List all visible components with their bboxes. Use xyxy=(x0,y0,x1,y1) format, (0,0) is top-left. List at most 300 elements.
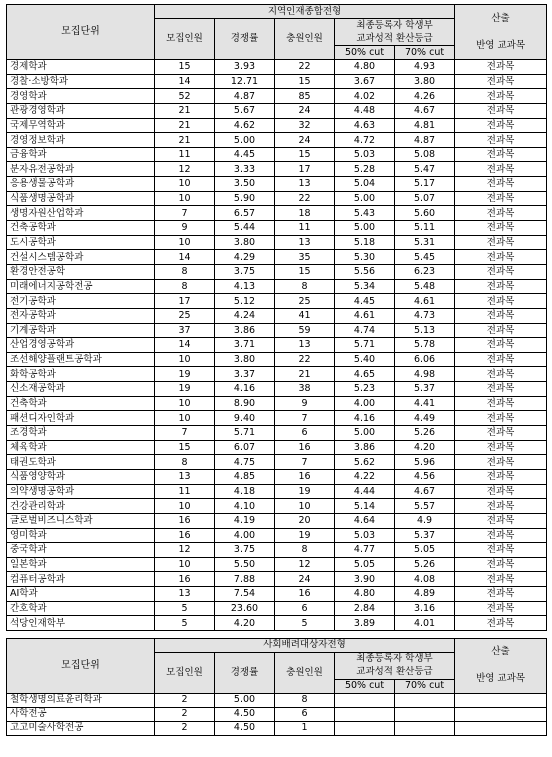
cell-subj xyxy=(455,707,547,721)
table-row xyxy=(7,74,547,89)
cell-unit: 체육학과 xyxy=(7,440,155,455)
header-cut70: 70% cut xyxy=(395,679,455,693)
cell-unit: 산업경영공학과 xyxy=(7,338,155,353)
cell-unit: 미래에너지공학전공 xyxy=(7,279,155,294)
cell-c50: 5.03 xyxy=(335,147,395,162)
cell-subj: 전과목 xyxy=(455,426,547,441)
cell-c50: 3.89 xyxy=(335,616,395,631)
cell-c70: 5.31 xyxy=(395,235,455,250)
cell-c50: 4.22 xyxy=(335,469,395,484)
table-row xyxy=(7,221,547,236)
cell-ratio: 3.80 xyxy=(215,352,275,367)
cell-unit: 사학전공 xyxy=(7,707,155,721)
cell-c70: 5.57 xyxy=(395,499,455,514)
cell-count: 19 xyxy=(155,382,215,397)
cell-unit: 컴퓨터공학과 xyxy=(7,572,155,587)
cell-c70: 4.26 xyxy=(395,89,455,104)
cell-c70: 6.06 xyxy=(395,352,455,367)
cell-wait: 7 xyxy=(275,411,335,426)
cell-ratio: 3.75 xyxy=(215,264,275,279)
cell-subj: 전과목 xyxy=(455,557,547,572)
cell-subj: 전과목 xyxy=(455,484,547,499)
table-regional-talent xyxy=(6,4,547,631)
cell-ratio: 5.67 xyxy=(215,103,275,118)
header-ratio: 경쟁률 xyxy=(215,19,275,60)
cell-ratio: 4.20 xyxy=(215,616,275,631)
cell-c70 xyxy=(395,721,455,735)
table-row xyxy=(7,513,547,528)
cell-c70: 4.01 xyxy=(395,616,455,631)
table-body-social xyxy=(7,693,547,735)
cell-wait: 22 xyxy=(275,191,335,206)
cell-unit: 생명자원산업학과 xyxy=(7,206,155,221)
cell-count: 10 xyxy=(155,557,215,572)
cell-c70: 4.61 xyxy=(395,294,455,309)
cell-c50: 4.45 xyxy=(335,294,395,309)
header-ratio: 경쟁률 xyxy=(215,652,275,693)
cell-unit: 응용생물공학과 xyxy=(7,177,155,192)
cell-c70: 5.60 xyxy=(395,206,455,221)
cell-c50: 5.05 xyxy=(335,557,395,572)
cell-ratio: 5.71 xyxy=(215,426,275,441)
cell-unit: 경영정보학과 xyxy=(7,133,155,148)
cell-ratio: 4.24 xyxy=(215,308,275,323)
cell-c50: 4.80 xyxy=(335,587,395,602)
cell-count: 8 xyxy=(155,264,215,279)
cell-wait: 10 xyxy=(275,499,335,514)
cell-c50: 5.04 xyxy=(335,177,395,192)
cell-c50: 4.77 xyxy=(335,543,395,558)
cell-ratio: 4.00 xyxy=(215,528,275,543)
cell-count: 5 xyxy=(155,601,215,616)
cell-ratio: 4.19 xyxy=(215,513,275,528)
cell-c70 xyxy=(395,693,455,707)
cell-subj: 전과목 xyxy=(455,411,547,426)
cell-unit: 일본학과 xyxy=(7,557,155,572)
table-row xyxy=(7,469,547,484)
cell-ratio: 3.37 xyxy=(215,367,275,382)
cell-unit: 관광경영학과 xyxy=(7,103,155,118)
cell-wait: 59 xyxy=(275,323,335,338)
cell-wait: 13 xyxy=(275,235,335,250)
table-row xyxy=(7,250,547,265)
cell-count: 16 xyxy=(155,513,215,528)
table-row xyxy=(7,103,547,118)
header-calc-top: 산출 xyxy=(455,5,547,33)
cell-subj: 전과목 xyxy=(455,572,547,587)
cell-wait: 22 xyxy=(275,60,335,75)
cell-c70: 4.98 xyxy=(395,367,455,382)
table-row xyxy=(7,572,547,587)
cell-subj: 전과목 xyxy=(455,235,547,250)
cell-wait: 13 xyxy=(275,177,335,192)
cell-wait: 12 xyxy=(275,557,335,572)
cell-count: 10 xyxy=(155,411,215,426)
header-calc-sub: 반영 교과목 xyxy=(455,666,547,694)
cell-count: 5 xyxy=(155,616,215,631)
table-row xyxy=(7,177,547,192)
table-row xyxy=(7,89,547,104)
cell-subj: 전과목 xyxy=(455,587,547,602)
cell-wait: 8 xyxy=(275,543,335,558)
cell-count: 13 xyxy=(155,587,215,602)
cell-count: 10 xyxy=(155,235,215,250)
cell-subj: 전과목 xyxy=(455,455,547,470)
cell-unit: 경제학과 xyxy=(7,60,155,75)
cell-subj xyxy=(455,693,547,707)
cell-ratio: 12.71 xyxy=(215,74,275,89)
cell-c70: 5.37 xyxy=(395,382,455,397)
cell-c70: 4.56 xyxy=(395,469,455,484)
cell-c70: 4.20 xyxy=(395,440,455,455)
cell-wait: 18 xyxy=(275,206,335,221)
cell-subj: 전과목 xyxy=(455,513,547,528)
cell-c50: 4.48 xyxy=(335,103,395,118)
cell-subj: 전과목 xyxy=(455,177,547,192)
cell-c50: 5.23 xyxy=(335,382,395,397)
cell-count: 21 xyxy=(155,103,215,118)
cell-count: 25 xyxy=(155,308,215,323)
cell-wait: 24 xyxy=(275,133,335,148)
cell-wait: 13 xyxy=(275,338,335,353)
header-count: 모집인원 xyxy=(155,19,215,60)
table-row xyxy=(7,382,547,397)
cell-c70: 5.48 xyxy=(395,279,455,294)
cell-wait: 38 xyxy=(275,382,335,397)
cell-c50: 5.14 xyxy=(335,499,395,514)
cell-ratio: 5.50 xyxy=(215,557,275,572)
cell-c50: 4.16 xyxy=(335,411,395,426)
cell-unit: 조경학과 xyxy=(7,426,155,441)
cell-count: 19 xyxy=(155,367,215,382)
header-unit: 모집단위 xyxy=(7,638,155,693)
cell-unit: 환경안전공학 xyxy=(7,264,155,279)
cell-subj: 전과목 xyxy=(455,367,547,382)
table-row xyxy=(7,294,547,309)
header-waitlist: 충원인원 xyxy=(275,652,335,693)
cell-count: 17 xyxy=(155,294,215,309)
cell-count: 10 xyxy=(155,352,215,367)
table-row xyxy=(7,484,547,499)
cell-c50: 4.02 xyxy=(335,89,395,104)
cell-unit: 신소재공학과 xyxy=(7,382,155,397)
cell-wait: 9 xyxy=(275,396,335,411)
cell-ratio: 5.90 xyxy=(215,191,275,206)
table-body-regional xyxy=(7,60,547,631)
cell-c50: 5.30 xyxy=(335,250,395,265)
cell-unit: 전기공학과 xyxy=(7,294,155,309)
cell-c50: 5.62 xyxy=(335,455,395,470)
cell-unit: 태권도학과 xyxy=(7,455,155,470)
table-row xyxy=(7,721,547,735)
cell-c50: 5.18 xyxy=(335,235,395,250)
cell-count: 16 xyxy=(155,528,215,543)
cell-c70: 5.78 xyxy=(395,338,455,353)
cell-ratio: 4.50 xyxy=(215,721,275,735)
header-final-sub: 교과성적 환산등급 xyxy=(335,32,455,46)
header-calc-sub: 반영 교과목 xyxy=(455,32,547,60)
cell-wait: 24 xyxy=(275,572,335,587)
table-row xyxy=(7,323,547,338)
cell-ratio: 4.87 xyxy=(215,89,275,104)
cell-unit: 분자유전공학과 xyxy=(7,162,155,177)
cell-c70: 5.08 xyxy=(395,147,455,162)
cell-unit: 철학생명의료윤리학과 xyxy=(7,693,155,707)
cell-count: 52 xyxy=(155,89,215,104)
cell-count: 21 xyxy=(155,133,215,148)
cell-unit: 건축학과 xyxy=(7,396,155,411)
cell-c70: 4.89 xyxy=(395,587,455,602)
cell-c50: 3.67 xyxy=(335,74,395,89)
cell-wait: 7 xyxy=(275,455,335,470)
cell-ratio: 6.57 xyxy=(215,206,275,221)
cell-count: 15 xyxy=(155,60,215,75)
cell-c50: 5.28 xyxy=(335,162,395,177)
cell-count: 8 xyxy=(155,455,215,470)
cell-c70: 5.05 xyxy=(395,543,455,558)
cell-c50 xyxy=(335,707,395,721)
cell-count: 10 xyxy=(155,177,215,192)
cell-ratio: 4.13 xyxy=(215,279,275,294)
cell-ratio: 4.75 xyxy=(215,455,275,470)
cell-c50: 3.90 xyxy=(335,572,395,587)
header-cut70: 70% cut xyxy=(395,46,455,60)
cell-ratio: 8.90 xyxy=(215,396,275,411)
table-row xyxy=(7,411,547,426)
cell-ratio: 4.16 xyxy=(215,382,275,397)
cell-c70: 4.87 xyxy=(395,133,455,148)
cell-count: 12 xyxy=(155,543,215,558)
table-row xyxy=(7,440,547,455)
cell-ratio: 5.44 xyxy=(215,221,275,236)
cell-subj: 전과목 xyxy=(455,74,547,89)
table-row xyxy=(7,352,547,367)
cell-ratio: 3.80 xyxy=(215,235,275,250)
cell-unit: 간호학과 xyxy=(7,601,155,616)
cell-unit: 조선해양플랜트공학과 xyxy=(7,352,155,367)
table-row xyxy=(7,308,547,323)
cell-c70: 4.93 xyxy=(395,60,455,75)
cell-count: 2 xyxy=(155,721,215,735)
cell-c50: 3.86 xyxy=(335,440,395,455)
cell-subj: 전과목 xyxy=(455,162,547,177)
cell-subj: 전과목 xyxy=(455,279,547,294)
table-row xyxy=(7,426,547,441)
cell-c70: 3.80 xyxy=(395,74,455,89)
cell-c50: 5.00 xyxy=(335,221,395,236)
header-final-top: 최종등록자 학생부 xyxy=(335,19,455,33)
cell-wait: 6 xyxy=(275,707,335,721)
header-count: 모집인원 xyxy=(155,652,215,693)
cell-count: 16 xyxy=(155,572,215,587)
cell-subj: 전과목 xyxy=(455,396,547,411)
cell-ratio: 4.18 xyxy=(215,484,275,499)
cell-c70: 4.67 xyxy=(395,484,455,499)
cell-subj: 전과목 xyxy=(455,469,547,484)
cell-unit: 도시공학과 xyxy=(7,235,155,250)
cell-ratio: 5.00 xyxy=(215,693,275,707)
table-row xyxy=(7,162,547,177)
cell-unit: 영미학과 xyxy=(7,528,155,543)
header-waitlist: 충원인원 xyxy=(275,19,335,60)
cell-subj xyxy=(455,721,547,735)
table-row xyxy=(7,499,547,514)
cell-unit: 건축공학과 xyxy=(7,221,155,236)
cell-c50: 4.65 xyxy=(335,367,395,382)
cell-subj: 전과목 xyxy=(455,147,547,162)
cell-wait: 11 xyxy=(275,221,335,236)
cell-ratio: 9.40 xyxy=(215,411,275,426)
cell-c70: 5.13 xyxy=(395,323,455,338)
cell-c70: 4.08 xyxy=(395,572,455,587)
cell-c70: 6.23 xyxy=(395,264,455,279)
header-cut50: 50% cut xyxy=(335,679,395,693)
header-cut50: 50% cut xyxy=(335,46,395,60)
header-final-top: 최종등록자 학생부 xyxy=(335,652,455,666)
cell-ratio: 4.45 xyxy=(215,147,275,162)
cell-ratio: 6.07 xyxy=(215,440,275,455)
cell-count: 37 xyxy=(155,323,215,338)
cell-c50: 5.00 xyxy=(335,426,395,441)
cell-c50: 4.72 xyxy=(335,133,395,148)
cell-unit: 패션디자인학과 xyxy=(7,411,155,426)
cell-subj: 전과목 xyxy=(455,250,547,265)
table-row xyxy=(7,587,547,602)
cell-c70: 5.96 xyxy=(395,455,455,470)
table-row xyxy=(7,60,547,75)
cell-c70: 5.11 xyxy=(395,221,455,236)
cell-wait: 16 xyxy=(275,469,335,484)
cell-ratio: 4.50 xyxy=(215,707,275,721)
cell-c50: 4.64 xyxy=(335,513,395,528)
cell-wait: 22 xyxy=(275,352,335,367)
cell-c70: 4.49 xyxy=(395,411,455,426)
table-row xyxy=(7,693,547,707)
header-group-title: 사회배려대상자전형 xyxy=(155,638,455,652)
cell-c50: 5.43 xyxy=(335,206,395,221)
cell-unit: AI학과 xyxy=(7,587,155,602)
header-group-title: 지역인재종합전형 xyxy=(155,5,455,19)
cell-ratio: 4.62 xyxy=(215,118,275,133)
cell-count: 11 xyxy=(155,484,215,499)
cell-ratio: 7.54 xyxy=(215,587,275,602)
cell-wait: 32 xyxy=(275,118,335,133)
cell-unit: 식품영양학과 xyxy=(7,469,155,484)
cell-wait: 25 xyxy=(275,294,335,309)
cell-ratio: 3.71 xyxy=(215,338,275,353)
cell-subj: 전과목 xyxy=(455,133,547,148)
cell-c70: 4.41 xyxy=(395,396,455,411)
cell-count: 7 xyxy=(155,206,215,221)
cell-wait: 35 xyxy=(275,250,335,265)
cell-wait: 6 xyxy=(275,601,335,616)
cell-subj: 전과목 xyxy=(455,308,547,323)
table-row xyxy=(7,455,547,470)
header-calc-top: 산출 xyxy=(455,638,547,666)
cell-unit: 금융학과 xyxy=(7,147,155,162)
table-row xyxy=(7,338,547,353)
cell-c70: 5.47 xyxy=(395,162,455,177)
cell-count: 10 xyxy=(155,499,215,514)
cell-wait: 21 xyxy=(275,367,335,382)
cell-count: 12 xyxy=(155,162,215,177)
cell-wait: 6 xyxy=(275,426,335,441)
cell-subj: 전과목 xyxy=(455,89,547,104)
cell-c50: 4.63 xyxy=(335,118,395,133)
cell-wait: 24 xyxy=(275,103,335,118)
cell-subj: 전과목 xyxy=(455,221,547,236)
cell-wait: 16 xyxy=(275,440,335,455)
cell-ratio: 23.60 xyxy=(215,601,275,616)
cell-count: 13 xyxy=(155,469,215,484)
cell-subj: 전과목 xyxy=(455,264,547,279)
cell-c50: 5.56 xyxy=(335,264,395,279)
cell-subj: 전과목 xyxy=(455,323,547,338)
cell-wait: 19 xyxy=(275,484,335,499)
cell-ratio: 7.88 xyxy=(215,572,275,587)
cell-c50: 5.03 xyxy=(335,528,395,543)
cell-c50: 4.00 xyxy=(335,396,395,411)
cell-c70: 4.67 xyxy=(395,103,455,118)
cell-unit: 기계공학과 xyxy=(7,323,155,338)
table-row xyxy=(7,264,547,279)
cell-unit: 식품생명공학과 xyxy=(7,191,155,206)
cell-unit: 건강관리학과 xyxy=(7,499,155,514)
cell-wait: 15 xyxy=(275,74,335,89)
table-row xyxy=(7,367,547,382)
cell-c70 xyxy=(395,707,455,721)
cell-wait: 8 xyxy=(275,693,335,707)
cell-c50 xyxy=(335,693,395,707)
cell-wait: 19 xyxy=(275,528,335,543)
cell-unit: 석당인재학부 xyxy=(7,616,155,631)
cell-c70: 5.17 xyxy=(395,177,455,192)
table-row xyxy=(7,133,547,148)
table-row xyxy=(7,557,547,572)
cell-c50: 5.71 xyxy=(335,338,395,353)
cell-c50: 2.84 xyxy=(335,601,395,616)
cell-subj: 전과목 xyxy=(455,60,547,75)
cell-wait: 8 xyxy=(275,279,335,294)
cell-count: 7 xyxy=(155,426,215,441)
cell-c70: 4.73 xyxy=(395,308,455,323)
cell-count: 11 xyxy=(155,147,215,162)
cell-subj: 전과목 xyxy=(455,382,547,397)
cell-wait: 20 xyxy=(275,513,335,528)
cell-subj: 전과목 xyxy=(455,616,547,631)
table-social-consideration xyxy=(6,638,547,736)
cell-count: 14 xyxy=(155,250,215,265)
cell-unit: 경영학과 xyxy=(7,89,155,104)
table-row xyxy=(7,396,547,411)
cell-subj: 전과목 xyxy=(455,601,547,616)
table-row xyxy=(7,528,547,543)
cell-ratio: 3.86 xyxy=(215,323,275,338)
cell-wait: 41 xyxy=(275,308,335,323)
table-row xyxy=(7,543,547,558)
cell-subj: 전과목 xyxy=(455,352,547,367)
cell-c50: 4.61 xyxy=(335,308,395,323)
cell-c70: 5.26 xyxy=(395,557,455,572)
cell-unit: 중국학과 xyxy=(7,543,155,558)
cell-unit: 경찰·소방학과 xyxy=(7,74,155,89)
cell-count: 14 xyxy=(155,338,215,353)
cell-c50: 5.34 xyxy=(335,279,395,294)
cell-count: 2 xyxy=(155,707,215,721)
header-unit: 모집단위 xyxy=(7,5,155,60)
cell-subj: 전과목 xyxy=(455,118,547,133)
cell-unit: 의약생명공학과 xyxy=(7,484,155,499)
